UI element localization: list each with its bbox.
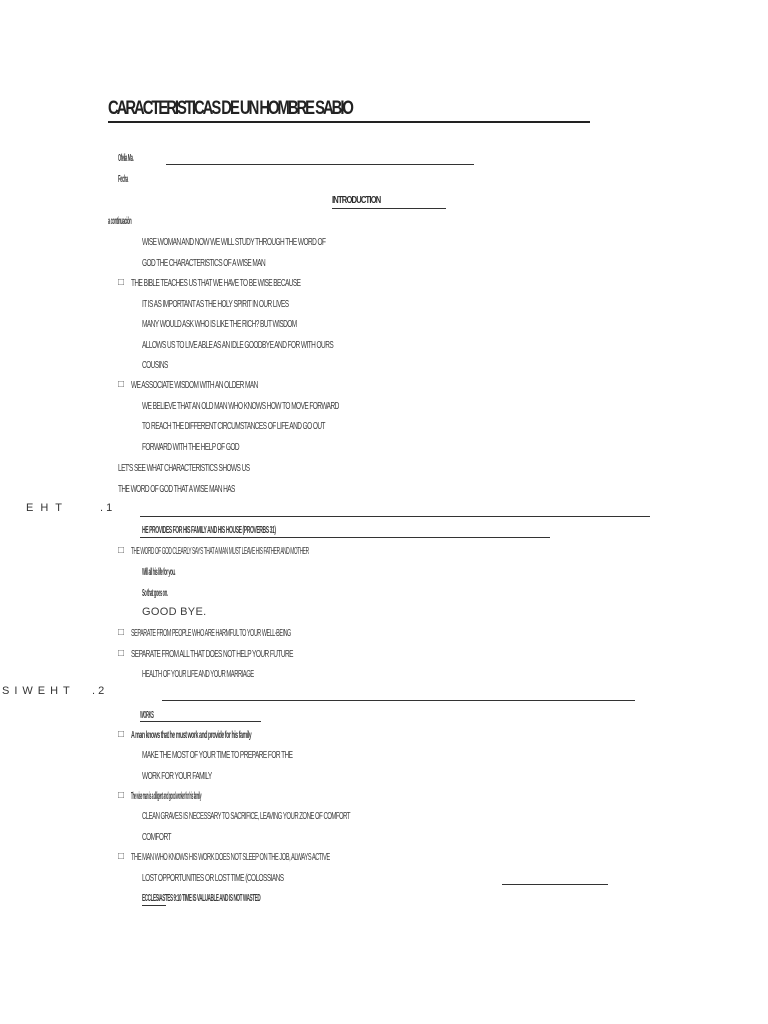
section-1-subheading-underline xyxy=(140,537,550,538)
bullet-icon: □ xyxy=(118,545,125,556)
bullet-icon: □ xyxy=(118,379,125,390)
intro-b2-line-2: WE BELIEVE THAT AN OLD MAN WHO KNOWS HOW TO MOVE FORWARD xyxy=(142,400,339,412)
s1-b3-line-1: SEPARATE FROM ALL THAT DOES NOT HELP YOUR FUTURE xyxy=(131,648,293,660)
intro-b1-line-5: COUSINS xyxy=(142,359,168,371)
intro-b1-line-2: IT IS AS IMPORTANT AS THE HOLY SPIRIT IN OUR LIVES xyxy=(142,298,289,310)
section-1-fill-line xyxy=(140,516,650,517)
title-underline xyxy=(108,121,590,123)
intro-b2-line-4: FORWARD WITH THE HELP OF GOD xyxy=(142,441,239,453)
intro-lead: a continuación xyxy=(108,215,132,227)
s2-b3-line-3: ECCLESIASTES 9:10 TIME IS VALUABLE AND IS NOT WASTED xyxy=(142,892,261,904)
intro-heading-underline xyxy=(332,208,446,209)
s1-b3-line-2: HEALTH OF YOUR LIFE AND YOUR MARRIAGE xyxy=(142,668,254,680)
intro-b1-line-3: MANY WOULD ASK WHO IS LIKE THE RICH? BUT WISDOM xyxy=(142,318,297,330)
s1-b1-line-3: So that goes on. xyxy=(142,587,168,599)
s2-b1-line-1: A man knows that he must work and provide for his family xyxy=(131,729,252,741)
intro-b1-line-1: THE BIBLE TEACHES US THAT WE HAVE TO BE WISE BECAUSE xyxy=(131,277,301,289)
author-fill-line xyxy=(166,164,474,165)
s1-b1-line-4: GOOD BYE. xyxy=(142,606,207,618)
s2-b1-line-3: WORK FOR YOUR FAMILY xyxy=(142,770,212,782)
s2-b2-line-3: COMFORT xyxy=(142,831,171,843)
section-1-subheading: HE PROVIDES FOR HIS FAMILY AND HIS HOUSE (PROVERBS 31) xyxy=(142,524,276,536)
s1-b2-line-1: SEPARATE FROM PEOPLE WHO ARE HARMFUL TO YOUR WELL-BEING xyxy=(131,627,291,639)
s1-b1-line-1: THE WORD OF GOD CLEARLY SAYS THAT A MAN MUST LEAVE HIS FATHER AND MOTHER xyxy=(131,545,309,557)
intro-heading: INTRODUCTION xyxy=(332,194,381,206)
bullet-icon: □ xyxy=(118,790,125,801)
section-2-number: . 2 xyxy=(92,685,105,697)
section-2-fill-line xyxy=(162,700,635,701)
bullet-icon: □ xyxy=(118,277,125,288)
s2-b2-line-2: CLEAN GRAVES IS NECESSARY TO SACRIFICE, LEAVING YOUR ZONE OF COMFORT xyxy=(142,810,351,822)
s2-b1-line-2: MAKE THE MOST OF YOUR TIME TO PREPARE FOR THE xyxy=(142,749,293,761)
bullet-icon: □ xyxy=(118,851,125,862)
bullet-icon: □ xyxy=(118,648,125,659)
s2-b3-line-1: THE MAN WHO KNOWS HIS WORK DOES NOT SLEEP ON THE JOB, ALWAYS ACTIVE xyxy=(131,851,330,863)
s2-b3-line-2: LOST OPPORTUNITIES OR LOST TIME (COLOSSIANS xyxy=(142,872,284,884)
bullet-icon: □ xyxy=(118,627,125,638)
bullet-icon: □ xyxy=(118,729,125,740)
section-1-side-label: EHT xyxy=(26,502,69,514)
s2-b3-fill-line xyxy=(502,884,608,885)
s2-b2-line-1: The wise man is a diligent and good worker for his family xyxy=(131,790,202,802)
s2-b3-underline xyxy=(142,905,166,906)
section-2-subheading: WORKS xyxy=(140,709,154,721)
intro-b2-line-3: TO REACH THE DIFFERENT CIRCUMSTANCES OF LIFE AND GO OUT xyxy=(142,420,325,432)
section-2-side-label: SIWEHT xyxy=(2,685,75,697)
intro-line-2: GOD THE CHARACTERISTICS OF A WISE MAN xyxy=(142,257,266,269)
author-label: Ofelia Ma. xyxy=(118,152,134,164)
intro-closing-2: THE WORD OF GOD THAT A WISE MAN HAS xyxy=(118,483,235,495)
section-1-number: . 1 xyxy=(100,502,113,514)
section-2-subheading-underline xyxy=(140,721,261,722)
document-title: CARACTERISTICAS DE UN HOMBRE SABIO xyxy=(108,98,352,119)
intro-b2-line-1: WE ASSOCIATE WISDOM WITH AN OLDER MAN xyxy=(131,379,258,391)
intro-b1-line-4: ALLOWS US TO LIVE ABLE AS AN IDLE GOODBYE AND FOR WITH OURS xyxy=(142,339,334,351)
date-label: Fecha xyxy=(118,173,128,185)
intro-line-1: WISE WOMAN AND NOW WE WILL STUDY THROUGH THE WORD OF xyxy=(142,236,326,248)
intro-closing-1: LET'S SEE WHAT CHARACTERISTICS SHOWS US xyxy=(118,462,250,474)
s1-b1-line-2: Will all his life for you. xyxy=(142,566,176,578)
